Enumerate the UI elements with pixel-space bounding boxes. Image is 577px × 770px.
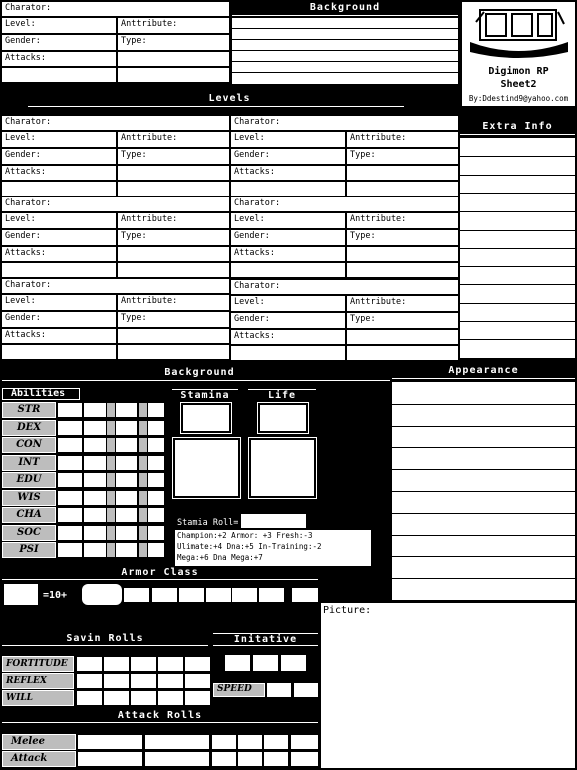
attacks-field-3[interactable]	[231, 182, 345, 196]
appearance-header: Appearance	[448, 365, 519, 376]
level-field[interactable]	[231, 296, 345, 311]
ability-int-label: INT	[2, 455, 56, 471]
type-field[interactable]	[118, 230, 229, 245]
save-box[interactable]	[158, 674, 183, 688]
type-label: Type:	[350, 314, 376, 324]
attack-box[interactable]	[212, 735, 236, 749]
attack-box[interactable]	[264, 752, 288, 766]
type-field[interactable]	[347, 313, 458, 328]
line	[460, 284, 575, 285]
charator-field[interactable]	[2, 197, 229, 211]
initiative-box-2[interactable]	[253, 655, 278, 671]
speed-box-2[interactable]	[294, 683, 318, 697]
attacks-label: Attacks:	[234, 248, 275, 258]
gender-label: Gender:	[234, 314, 270, 324]
attacks-field-3[interactable]	[2, 68, 116, 82]
attacks-field-2[interactable]	[347, 247, 458, 261]
attack-box[interactable]	[78, 735, 142, 749]
attacks-field[interactable]	[2, 247, 116, 261]
ability-score-box[interactable]	[116, 438, 137, 452]
ability-score-box[interactable]	[148, 456, 164, 470]
background-top-box[interactable]	[232, 18, 458, 84]
picture-box[interactable]	[321, 603, 575, 768]
charator-label: Charator:	[234, 117, 281, 127]
attribute-field[interactable]	[347, 213, 458, 228]
ability-score-box	[107, 491, 115, 505]
ability-score-box	[139, 421, 147, 435]
attack-box[interactable]	[212, 752, 236, 766]
levels-header: Levels	[208, 93, 251, 104]
level-field[interactable]	[2, 213, 116, 228]
divider	[232, 15, 458, 16]
attacks-field-4[interactable]	[118, 263, 229, 277]
line	[392, 491, 575, 492]
stamina-header: Stamina	[172, 389, 238, 401]
armor-mod-box[interactable]	[206, 588, 231, 602]
ability-score-box[interactable]	[116, 456, 137, 470]
ability-score-box	[107, 403, 115, 417]
attribute-label: Anttribute:	[121, 214, 178, 224]
digimon-logo-icon	[462, 2, 575, 62]
gender-field[interactable]	[2, 312, 116, 327]
ability-cha-label: CHA	[2, 507, 56, 523]
ability-score-box	[139, 473, 147, 487]
save-box[interactable]	[77, 657, 102, 671]
save-box[interactable]	[185, 674, 210, 688]
attack-melee-label: Melee	[2, 734, 76, 750]
attacks-field-3[interactable]	[2, 263, 116, 277]
divider	[2, 579, 318, 580]
line	[460, 193, 575, 194]
modifier-row: Mega:+6 Dna Mega:+7	[177, 553, 263, 562]
attacks-field-4[interactable]	[118, 68, 229, 82]
line	[392, 426, 575, 427]
save-box[interactable]	[185, 657, 210, 671]
attacks-field[interactable]	[2, 329, 116, 343]
divider	[2, 380, 390, 381]
stamina-max-box[interactable]	[173, 438, 240, 498]
ability-score-box[interactable]	[84, 473, 106, 487]
attacks-field[interactable]	[231, 330, 345, 344]
type-label: Type:	[121, 313, 147, 323]
type-field[interactable]	[118, 149, 229, 164]
type-field[interactable]	[118, 312, 229, 327]
attacks-field[interactable]	[2, 166, 116, 180]
attacks-field-4[interactable]	[118, 345, 229, 359]
charator-field[interactable]	[231, 116, 458, 130]
armor-formula: =10+	[43, 590, 68, 601]
save-box[interactable]	[131, 657, 156, 671]
ability-score-box[interactable]	[116, 543, 137, 557]
ability-score-box[interactable]	[84, 543, 106, 557]
ability-score-box[interactable]	[148, 421, 164, 435]
attribute-label: Anttribute:	[350, 297, 407, 307]
ability-edu-label: EDU	[2, 472, 56, 488]
line	[392, 404, 575, 405]
attack-box[interactable]	[78, 752, 142, 766]
appearance-box[interactable]	[392, 382, 575, 600]
ability-score-box	[107, 543, 115, 557]
charator-label: Charator:	[234, 281, 281, 291]
extra-info-box[interactable]	[460, 138, 575, 358]
divider	[460, 134, 575, 135]
type-label: Type:	[350, 231, 376, 241]
save-box[interactable]	[158, 657, 183, 671]
gender-label: Gender:	[234, 150, 270, 160]
ability-score-box[interactable]	[58, 403, 82, 417]
attribute-field[interactable]	[118, 213, 229, 228]
speed-box-1[interactable]	[267, 683, 291, 697]
ability-score-box[interactable]	[58, 421, 82, 435]
ability-dex-label: DEX	[2, 420, 56, 436]
ability-wis-label: WIS	[2, 490, 56, 506]
attribute-label: Anttribute:	[121, 296, 178, 306]
ability-score-box[interactable]	[58, 438, 82, 452]
line	[460, 266, 575, 267]
attack-box[interactable]	[291, 752, 318, 766]
ability-score-box[interactable]	[116, 508, 137, 522]
background-mid-header: Background	[164, 367, 235, 378]
save-box[interactable]	[77, 674, 102, 688]
ability-score-box	[107, 421, 115, 435]
attribute-label: Anttribute:	[350, 133, 407, 143]
attack-box[interactable]	[238, 752, 262, 766]
attack-attack-label: Attack	[2, 751, 76, 767]
charator-label: Charator:	[5, 117, 52, 127]
divider	[2, 722, 318, 723]
charator-field[interactable]	[231, 280, 458, 294]
armor-mod-box[interactable]	[232, 588, 257, 602]
ability-score-box[interactable]	[116, 421, 137, 435]
line	[460, 230, 575, 231]
charator-label: Charator:	[5, 280, 52, 290]
armor-mod-box[interactable]	[292, 588, 318, 602]
line	[392, 447, 575, 448]
ability-score-box	[139, 543, 147, 557]
ability-score-box	[139, 491, 147, 505]
charator-field[interactable]	[231, 197, 458, 211]
ability-score-box[interactable]	[84, 508, 106, 522]
charator-label: Charator:	[5, 3, 52, 13]
save-box[interactable]	[104, 691, 129, 705]
save-box[interactable]	[77, 691, 102, 705]
modifier-row: Ulimate:+4 Dna:+5 In-Training:-2	[177, 542, 322, 551]
line	[392, 556, 575, 557]
logo-subtitle: Sheet2	[500, 79, 537, 90]
attack-box[interactable]	[264, 735, 288, 749]
ability-score-box	[139, 508, 147, 522]
line	[460, 175, 575, 176]
modifier-row: Champion:+2 Armor: +3 Fresh:-3	[177, 531, 313, 540]
attacks-field-2[interactable]	[347, 166, 458, 180]
ability-str-label: STR	[2, 402, 56, 418]
line	[460, 358, 575, 359]
attacks-label: Attacks:	[5, 53, 46, 63]
attribute-field[interactable]	[118, 132, 229, 147]
ability-score-box[interactable]	[84, 438, 106, 452]
attacks-field-2[interactable]	[118, 52, 229, 66]
line	[460, 339, 575, 340]
save-will-label: WILL	[2, 690, 74, 706]
extra-info-header: Extra Info	[482, 121, 553, 132]
level-field[interactable]	[2, 18, 116, 33]
saving-rolls-header: Savin Rolls	[66, 633, 144, 644]
ability-score-box[interactable]	[148, 438, 164, 452]
attack-box[interactable]	[238, 735, 262, 749]
character-block	[2, 116, 229, 196]
level-label: Level:	[234, 133, 265, 143]
armor-class-header: Armor Class	[121, 567, 199, 578]
life-current-box[interactable]	[258, 403, 308, 433]
ability-score-box[interactable]	[116, 491, 137, 505]
save-box[interactable]	[158, 691, 183, 705]
type-label: Type:	[121, 150, 147, 160]
ability-con-label: CON	[2, 437, 56, 453]
background-top-header: Background	[309, 2, 381, 13]
ability-psi-label: PSI	[2, 542, 56, 558]
ability-score-box[interactable]	[148, 473, 164, 487]
ability-score-box[interactable]	[58, 491, 82, 505]
attack-rolls-header: Attack Rolls	[117, 710, 203, 721]
attacks-field-3[interactable]	[231, 263, 345, 277]
gender-field[interactable]	[2, 149, 116, 164]
divider	[28, 106, 404, 107]
initiative-box-3[interactable]	[281, 655, 306, 671]
divider	[392, 378, 575, 379]
attack-box[interactable]	[145, 735, 209, 749]
gender-label: Gender:	[5, 36, 41, 46]
level-label: Level:	[5, 296, 36, 306]
ability-score-box	[107, 438, 115, 452]
attacks-label: Attacks:	[5, 248, 46, 258]
character-block	[231, 197, 458, 277]
line	[392, 535, 575, 536]
armor-mod-box[interactable]	[124, 588, 149, 602]
life-header: Life	[248, 389, 316, 401]
attacks-field-2[interactable]	[118, 329, 229, 343]
attacks-field-4[interactable]	[347, 346, 458, 360]
charator-label: Charator:	[234, 198, 281, 208]
gender-label: Gender:	[5, 231, 41, 241]
save-box[interactable]	[104, 657, 129, 671]
ability-score-box[interactable]	[148, 403, 164, 417]
divider	[2, 645, 208, 646]
ability-score-box	[107, 526, 115, 540]
attacks-field-2[interactable]	[118, 247, 229, 261]
ability-score-box[interactable]	[58, 543, 82, 557]
charator-field[interactable]	[2, 279, 229, 293]
save-fortitude-label: FORTITUDE	[2, 656, 74, 672]
ability-score-box[interactable]	[116, 473, 137, 487]
gender-field[interactable]	[231, 313, 345, 328]
ability-score-box	[139, 438, 147, 452]
attribute-label: Anttribute:	[350, 214, 407, 224]
type-field[interactable]	[118, 35, 229, 50]
save-reflex-label: REFLEX	[2, 673, 74, 689]
ability-score-box[interactable]	[84, 491, 106, 505]
attacks-field-3[interactable]	[231, 346, 345, 360]
level-label: Level:	[234, 214, 265, 224]
save-box[interactable]	[131, 691, 156, 705]
ability-score-box	[139, 403, 147, 417]
armor-total-box[interactable]	[4, 584, 38, 605]
line	[392, 513, 575, 514]
level-field[interactable]	[2, 132, 116, 147]
character-block	[231, 280, 458, 360]
level-field[interactable]	[231, 213, 345, 228]
ability-score-box[interactable]	[148, 491, 164, 505]
ability-score-box	[139, 526, 147, 540]
line	[392, 469, 575, 470]
abilities-header: Abilities	[2, 388, 80, 400]
stamina-roll-input[interactable]	[241, 514, 306, 528]
level-label: Level:	[234, 297, 265, 307]
initiative-box-1[interactable]	[225, 655, 250, 671]
attacks-field-4[interactable]	[118, 182, 229, 196]
ability-soc-label: SOC	[2, 525, 56, 541]
character-block-top	[2, 2, 229, 82]
line	[460, 321, 575, 322]
ability-score-box[interactable]	[148, 543, 164, 557]
attribute-field[interactable]	[347, 132, 458, 147]
ability-score-box[interactable]	[84, 421, 106, 435]
attacks-label: Attacks:	[5, 330, 46, 340]
armor-mod-box[interactable]	[152, 588, 177, 602]
type-label: Type:	[121, 36, 147, 46]
ability-score-box[interactable]	[58, 473, 82, 487]
charator-field[interactable]	[2, 116, 229, 130]
level-label: Level:	[5, 214, 36, 224]
character-block	[2, 197, 229, 277]
attacks-label: Attacks:	[234, 167, 275, 177]
save-box[interactable]	[104, 674, 129, 688]
speed-label: SPEED	[213, 683, 265, 697]
ability-score-box[interactable]	[148, 508, 164, 522]
level-field[interactable]	[231, 132, 345, 147]
modifier-table	[175, 530, 371, 566]
attacks-label: Attacks:	[5, 167, 46, 177]
gender-field[interactable]	[2, 35, 116, 50]
attack-box[interactable]	[291, 735, 318, 749]
ability-score-box	[107, 456, 115, 470]
initiative-header: Initative	[213, 633, 318, 645]
ability-score-box[interactable]	[116, 403, 137, 417]
armor-base-box[interactable]	[82, 584, 122, 605]
attribute-field[interactable]	[118, 18, 229, 33]
ability-score-box	[107, 473, 115, 487]
charator-label: Charator:	[5, 198, 52, 208]
gender-field[interactable]	[231, 149, 345, 164]
save-box[interactable]	[185, 691, 210, 705]
level-label: Level:	[5, 133, 36, 143]
gender-field[interactable]	[231, 230, 345, 245]
attacks-field[interactable]	[2, 52, 116, 66]
ability-score-box[interactable]	[58, 508, 82, 522]
ability-score-box[interactable]	[84, 456, 106, 470]
gender-label: Gender:	[234, 231, 270, 241]
attribute-field[interactable]	[118, 295, 229, 310]
ability-score-box[interactable]	[84, 403, 106, 417]
line	[392, 578, 575, 579]
type-label: Type:	[350, 150, 376, 160]
life-max-box[interactable]	[249, 438, 316, 498]
gender-field[interactable]	[2, 230, 116, 245]
type-field[interactable]	[347, 149, 458, 164]
stamina-current-box[interactable]	[181, 403, 231, 433]
attacks-field[interactable]	[231, 247, 345, 261]
attacks-field-4[interactable]	[347, 182, 458, 196]
line	[460, 156, 575, 157]
stamina-roll-label: Stamia Roll=	[177, 518, 239, 528]
ability-score-box	[107, 508, 115, 522]
ability-score-box[interactable]	[148, 526, 164, 540]
ability-score-box[interactable]	[58, 456, 82, 470]
line	[460, 303, 575, 304]
attacks-field-2[interactable]	[118, 166, 229, 180]
attacks-field-2[interactable]	[347, 330, 458, 344]
attack-box[interactable]	[145, 752, 209, 766]
ability-score-box[interactable]	[58, 526, 82, 540]
type-label: Type:	[121, 231, 147, 241]
picture-label: Picture:	[323, 605, 372, 616]
attacks-field-4[interactable]	[347, 263, 458, 277]
attacks-field-3[interactable]	[2, 182, 116, 196]
level-field[interactable]	[2, 295, 116, 310]
armor-mod-box[interactable]	[179, 588, 204, 602]
attacks-field[interactable]	[231, 166, 345, 180]
line	[460, 248, 575, 249]
logo-title: Digimon RP	[488, 66, 549, 77]
logo-credit: By:Ddestind9@yahoo.com	[468, 94, 569, 103]
attacks-label: Attacks:	[234, 331, 275, 341]
character-block	[2, 279, 229, 359]
ability-score-box[interactable]	[116, 526, 137, 540]
line	[460, 211, 575, 212]
character-block	[231, 116, 458, 196]
gender-label: Gender:	[5, 313, 41, 323]
ability-score-box[interactable]	[84, 526, 106, 540]
save-box[interactable]	[131, 674, 156, 688]
divider	[213, 645, 318, 646]
ability-score-box	[139, 456, 147, 470]
attacks-field-3[interactable]	[2, 345, 116, 359]
type-field[interactable]	[347, 230, 458, 245]
charator-field[interactable]	[2, 2, 229, 16]
armor-mod-box[interactable]	[259, 588, 284, 602]
attribute-label: Anttribute:	[121, 133, 178, 143]
attribute-field[interactable]	[347, 296, 458, 311]
gender-label: Gender:	[5, 150, 41, 160]
logo-panel	[462, 2, 575, 106]
attribute-label: Anttribute:	[121, 19, 178, 29]
level-label: Level:	[5, 19, 36, 29]
